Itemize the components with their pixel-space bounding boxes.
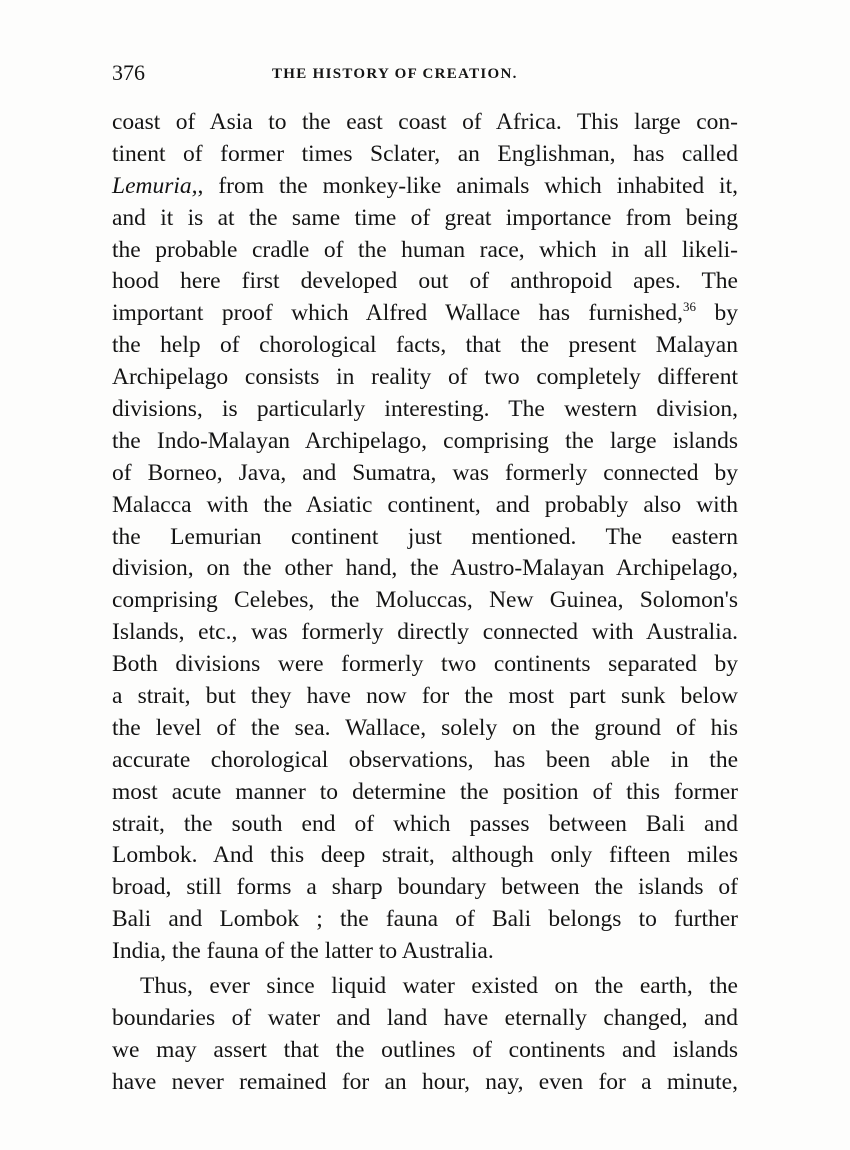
text-line: of Borneo, Java, and Sumatra, was formerly connected by [112, 459, 738, 486]
text-line: Bali and Lombok ; the fauna of Bali belongs to further [112, 906, 738, 933]
text-line: the help of chorological facts, that the present Malayan [112, 332, 738, 359]
running-head [112, 58, 742, 88]
text-line: boundaries of water and land have eternally changed, and [112, 1004, 738, 1031]
text-line: strait, the south end of which passes between Bali and [112, 810, 738, 837]
text-line: Archipelago consists in reality of two completely different [112, 364, 738, 391]
text-line: tinent of former times Sclater, an Englishman, has called [112, 140, 738, 167]
text-line: hood here first developed out of anthropoid apes. The [112, 268, 738, 295]
text-line: Islands, etc., was formerly directly connected with Australia. [112, 619, 738, 646]
text-line: Lemuria,, from the monkey-like animals which inhabited it, [112, 172, 738, 199]
body-text [112, 107, 738, 1099]
text-line: Both divisions were formerly two continents separated by [112, 651, 738, 678]
text-line: and it is at the same time of great importance from being [112, 204, 738, 231]
text-line: comprising Celebes, the Moluccas, New Guinea, Solomon's [112, 587, 738, 614]
text-line: the probable cradle of the human race, which in all likeli- [112, 236, 738, 263]
text-line: the Indo-Malayan Archipelago, comprising the large islands [112, 427, 738, 454]
text-line: division, on the other hand, the Austro-Malayan Archipelago, [112, 555, 738, 582]
text-line: accurate chorological observations, has been able in the [112, 746, 738, 773]
running-title: THE HISTORY OF CREATION. [272, 66, 518, 82]
paragraph-start-line: Thus, ever since liquid water existed on the earth, the [140, 973, 738, 1000]
footnote-reference: 36 [683, 299, 697, 315]
page-number: 376 [112, 60, 145, 85]
text-line: most acute manner to determine the position of this former [112, 778, 738, 805]
text-line: Lombok. And this deep strait, although only fifteen miles [112, 842, 738, 869]
text-line: important proof which Alfred Wallace has furnished,$^{36}$ by [112, 299, 738, 327]
text-line: divisions, is particularly interesting. The western division, [112, 396, 738, 423]
italic-term-lemuria: Lemuria, [112, 172, 198, 199]
text-line: we may assert that the outlines of continents and islands [112, 1036, 738, 1063]
text-line: the Lemurian continent just mentioned. The eastern [112, 523, 738, 550]
text-line: broad, still forms a sharp boundary between the islands of [112, 874, 738, 901]
text-line: coast of Asia to the east coast of Africa. This large con- [112, 109, 738, 135]
text-line: the level of the sea. Wallace, solely on the ground of his [112, 714, 738, 741]
text-line: have never remained for an hour, nay, even for a minute, [112, 1068, 738, 1095]
text-line: India, the fauna of the latter to Australia. [112, 938, 494, 965]
text-line: Malacca with the Asiatic continent, and probably also with [112, 491, 738, 518]
text-line: a strait, but they have now for the most part sunk below [112, 683, 738, 710]
